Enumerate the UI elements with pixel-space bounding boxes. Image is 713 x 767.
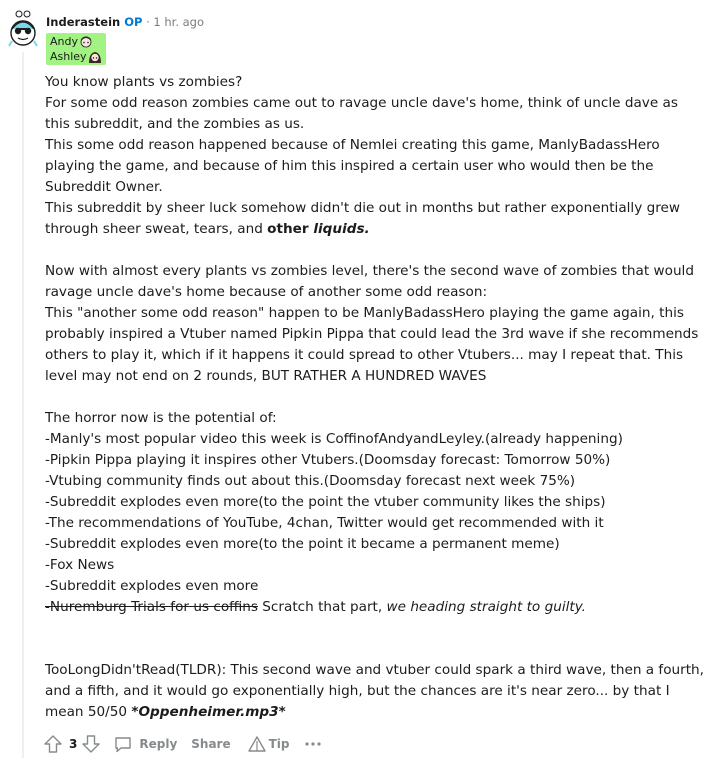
upvote-button[interactable]	[43, 734, 63, 754]
arrow-down-icon	[81, 734, 101, 754]
timestamp[interactable]: 1 hr. ago	[153, 15, 205, 29]
list-item: -Vtubing community finds out about this.(Doomsday forecast next week 75%)	[45, 473, 576, 489]
ashley-emoji-icon	[88, 50, 102, 64]
reply-button[interactable]	[113, 734, 177, 754]
list-item: -Fox News	[45, 557, 115, 573]
more-options-button[interactable]	[304, 735, 322, 753]
speech-bubble-icon	[113, 734, 133, 754]
list-item: -The recommendations of YouTube, 4chan, Twitter would get recommended with it	[45, 515, 604, 531]
share-label: Share	[191, 737, 231, 751]
list-item: -Subreddit explodes even more(to the point it became a permanent meme)	[45, 536, 560, 552]
separator: ·	[142, 15, 154, 29]
list-item: -Pipkin Pippa playing it inspires other Vtubers.(Doomsday forecast: Tomorrow 50%)	[45, 452, 611, 468]
more-dots-icon	[304, 735, 322, 753]
downvote-button[interactable]	[81, 734, 101, 754]
body-line: This some odd reason happened because of Nemlei creating this game, ManlyBadassHero playing the game, and because of him this inspired a certain user who would then be the Subreddit Owner.	[45, 137, 660, 195]
list-item	[45, 597, 705, 618]
tldr-line	[45, 660, 705, 723]
comment-actions	[43, 732, 322, 756]
share-button[interactable]	[191, 737, 230, 751]
reply-label: Reply	[139, 737, 178, 751]
italic-text: we heading straight to guilty.	[386, 599, 587, 615]
body-line: For some odd reason zombies came out to ravage uncle dave's home, think of uncle dave as this subreddit, and the zombies as us.	[45, 95, 678, 132]
body-text: TooLongDidn'tRead(TLDR): This second wave and vtuber could spark a third wave, then a fourth, and a fifth, and it would go exponentially high, but the chances are it's near zero... by that I mean 50/50	[45, 662, 704, 720]
strikethrough-text: -Nuremburg Trials for us coffins	[45, 599, 258, 615]
list-item: -Manly's most popular video this week is CoffinofAndyandLeyley.(already happening)	[45, 431, 623, 447]
andy-emoji-icon	[79, 35, 93, 49]
body-line: Now with almost every plants vs zombies level, there's the second wave of zombies that would ravage uncle dave's home because of another some odd reason:	[45, 263, 694, 300]
author-name[interactable]: Inderastein	[46, 15, 121, 29]
comment-body	[45, 72, 705, 723]
flair-line-andy: Andy	[50, 35, 78, 48]
bold-italic-text: *Oppenheimer.mp3*	[131, 704, 286, 720]
arrow-up-icon	[43, 734, 63, 754]
body-line: This "another some odd reason" happen to be ManlyBadassHero playing the game again, this probably inspired a Vtuber named Pipkin Pippa that could lead the 3rd wave if she recommends others to play it, which if it happens it could spread to other Vtubers... may I repeat that. This level may not end on 2 rounds, BUT RATHER A HUNDRED WAVES	[45, 305, 699, 384]
list-item: -Subreddit explodes even more(to the point the vtuber community likes the ships)	[45, 494, 606, 510]
body-line	[45, 198, 705, 240]
user-flair	[46, 33, 106, 65]
thread-line[interactable]	[22, 52, 24, 758]
vote-count: 3	[69, 737, 78, 751]
avatar-icon[interactable]	[7, 9, 39, 47]
body-text: This subreddit by sheer luck somehow didn't die out in months but rather exponentially grew through sheer sweat, tears, and	[45, 200, 680, 237]
bold-text: other	[267, 221, 314, 237]
list-item: -Subreddit explodes even more	[45, 578, 259, 594]
body-text: Scratch that part,	[257, 599, 387, 615]
comment-header	[46, 14, 204, 30]
bold-italic-text: liquids.	[313, 221, 370, 237]
flair-line-ashley: Ashley	[50, 50, 87, 63]
body-line: The horror now is the potential of:	[45, 410, 277, 426]
op-badge: OP	[124, 15, 143, 29]
tip-button[interactable]	[247, 735, 290, 753]
tip-triangle-icon	[247, 735, 267, 753]
body-line: You know plants vs zombies?	[45, 74, 243, 90]
tip-label: Tip	[268, 737, 290, 751]
